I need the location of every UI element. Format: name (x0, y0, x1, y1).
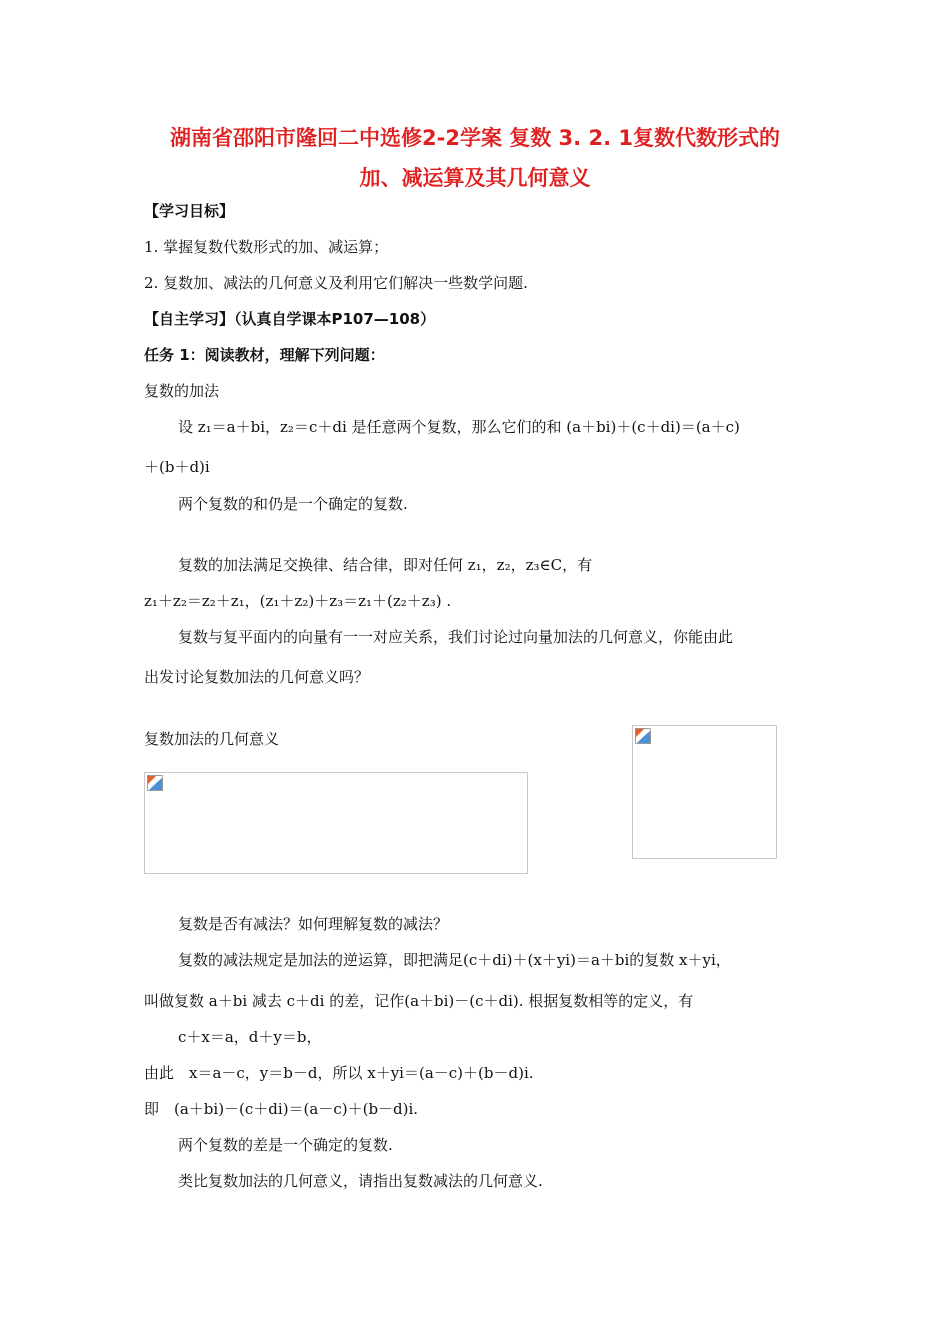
document-title (130, 118, 820, 198)
title-line-2: 加、减运算及其几何意义 (359, 166, 591, 190)
sum-note: 两个复数的和仍是一个确定的复数. (178, 495, 408, 513)
geometric-addition-heading: 复数加法的几何意义 (144, 730, 280, 748)
laws-line-1: 复数的加法满足交换律、结合律，即对任何 z₁，z₂，z₃∈C，有 (178, 556, 593, 574)
figure-placeholder-left (144, 772, 528, 874)
laws-line-2: z₁＋z₂＝z₂＋z₁，(z₁＋z₂)＋z₃＝z₁＋(z₂＋z₃) . (144, 592, 452, 610)
analogy-prompt: 类比复数加法的几何意义，请指出复数减法的几何意义. (178, 1172, 543, 1190)
subtraction-question: 复数是否有减法？如何理解复数的减法？ (178, 915, 449, 933)
self-study-heading: 【自主学习】（认真自学课本P107—108） (144, 310, 436, 328)
result-line: 即 (a＋bi)－(c＋di)＝(a－c)＋(b－d)i. (144, 1100, 419, 1118)
subtraction-definition-line-1: 复数的减法规定是加法的逆运算，即把满足(c＋di)＋(x＋yi)＝a＋bi的复数 x＋yi， (178, 951, 731, 969)
figure-placeholder-right (632, 725, 777, 859)
objectives-heading: 【学习目标】 (144, 202, 235, 220)
difference-note: 两个复数的差是一个确定的复数. (178, 1136, 393, 1154)
objective-1: 1. 掌握复数代数形式的加、减运算； (144, 238, 389, 256)
task-1-heading: 任务 1：阅读教材，理解下列问题： (144, 346, 385, 364)
vector-line-2: 出发讨论复数加法的几何意义吗？ (144, 668, 370, 686)
addition-heading: 复数的加法 (144, 382, 220, 400)
vector-line-1: 复数与复平面内的向量有一一对应关系，我们讨论过向量加法的几何意义，你能由此 (178, 628, 734, 646)
broken-image-icon (147, 775, 163, 791)
title-line-1: 湖南省邵阳市隆回二中选修2-2学案 复数 3. 2. 1复数代数形式的 (170, 126, 780, 150)
addition-definition-line-1: 设 z₁＝a＋bi，z₂＝c＋di 是任意两个复数，那么它们的和 (a＋bi)＋(c＋di)＝(a＋c) (178, 418, 740, 436)
subtraction-definition-line-2: 叫做复数 a＋bi 减去 c＋di 的差，记作(a＋bi)－(c＋di). 根据复数相等的定义，有 (144, 992, 694, 1010)
equation-line: c＋x＝a，d＋y＝b， (178, 1028, 322, 1046)
addition-definition-line-2: ＋(b＋d)i (144, 458, 210, 476)
objective-2: 2. 复数加、减法的几何意义及利用它们解决一些数学问题. (144, 274, 528, 292)
derivation-line: 由此 x＝a－c，y＝b－d，所以 x＋yi＝(a－c)＋(b－d)i. (144, 1064, 534, 1082)
broken-image-icon (635, 728, 651, 744)
